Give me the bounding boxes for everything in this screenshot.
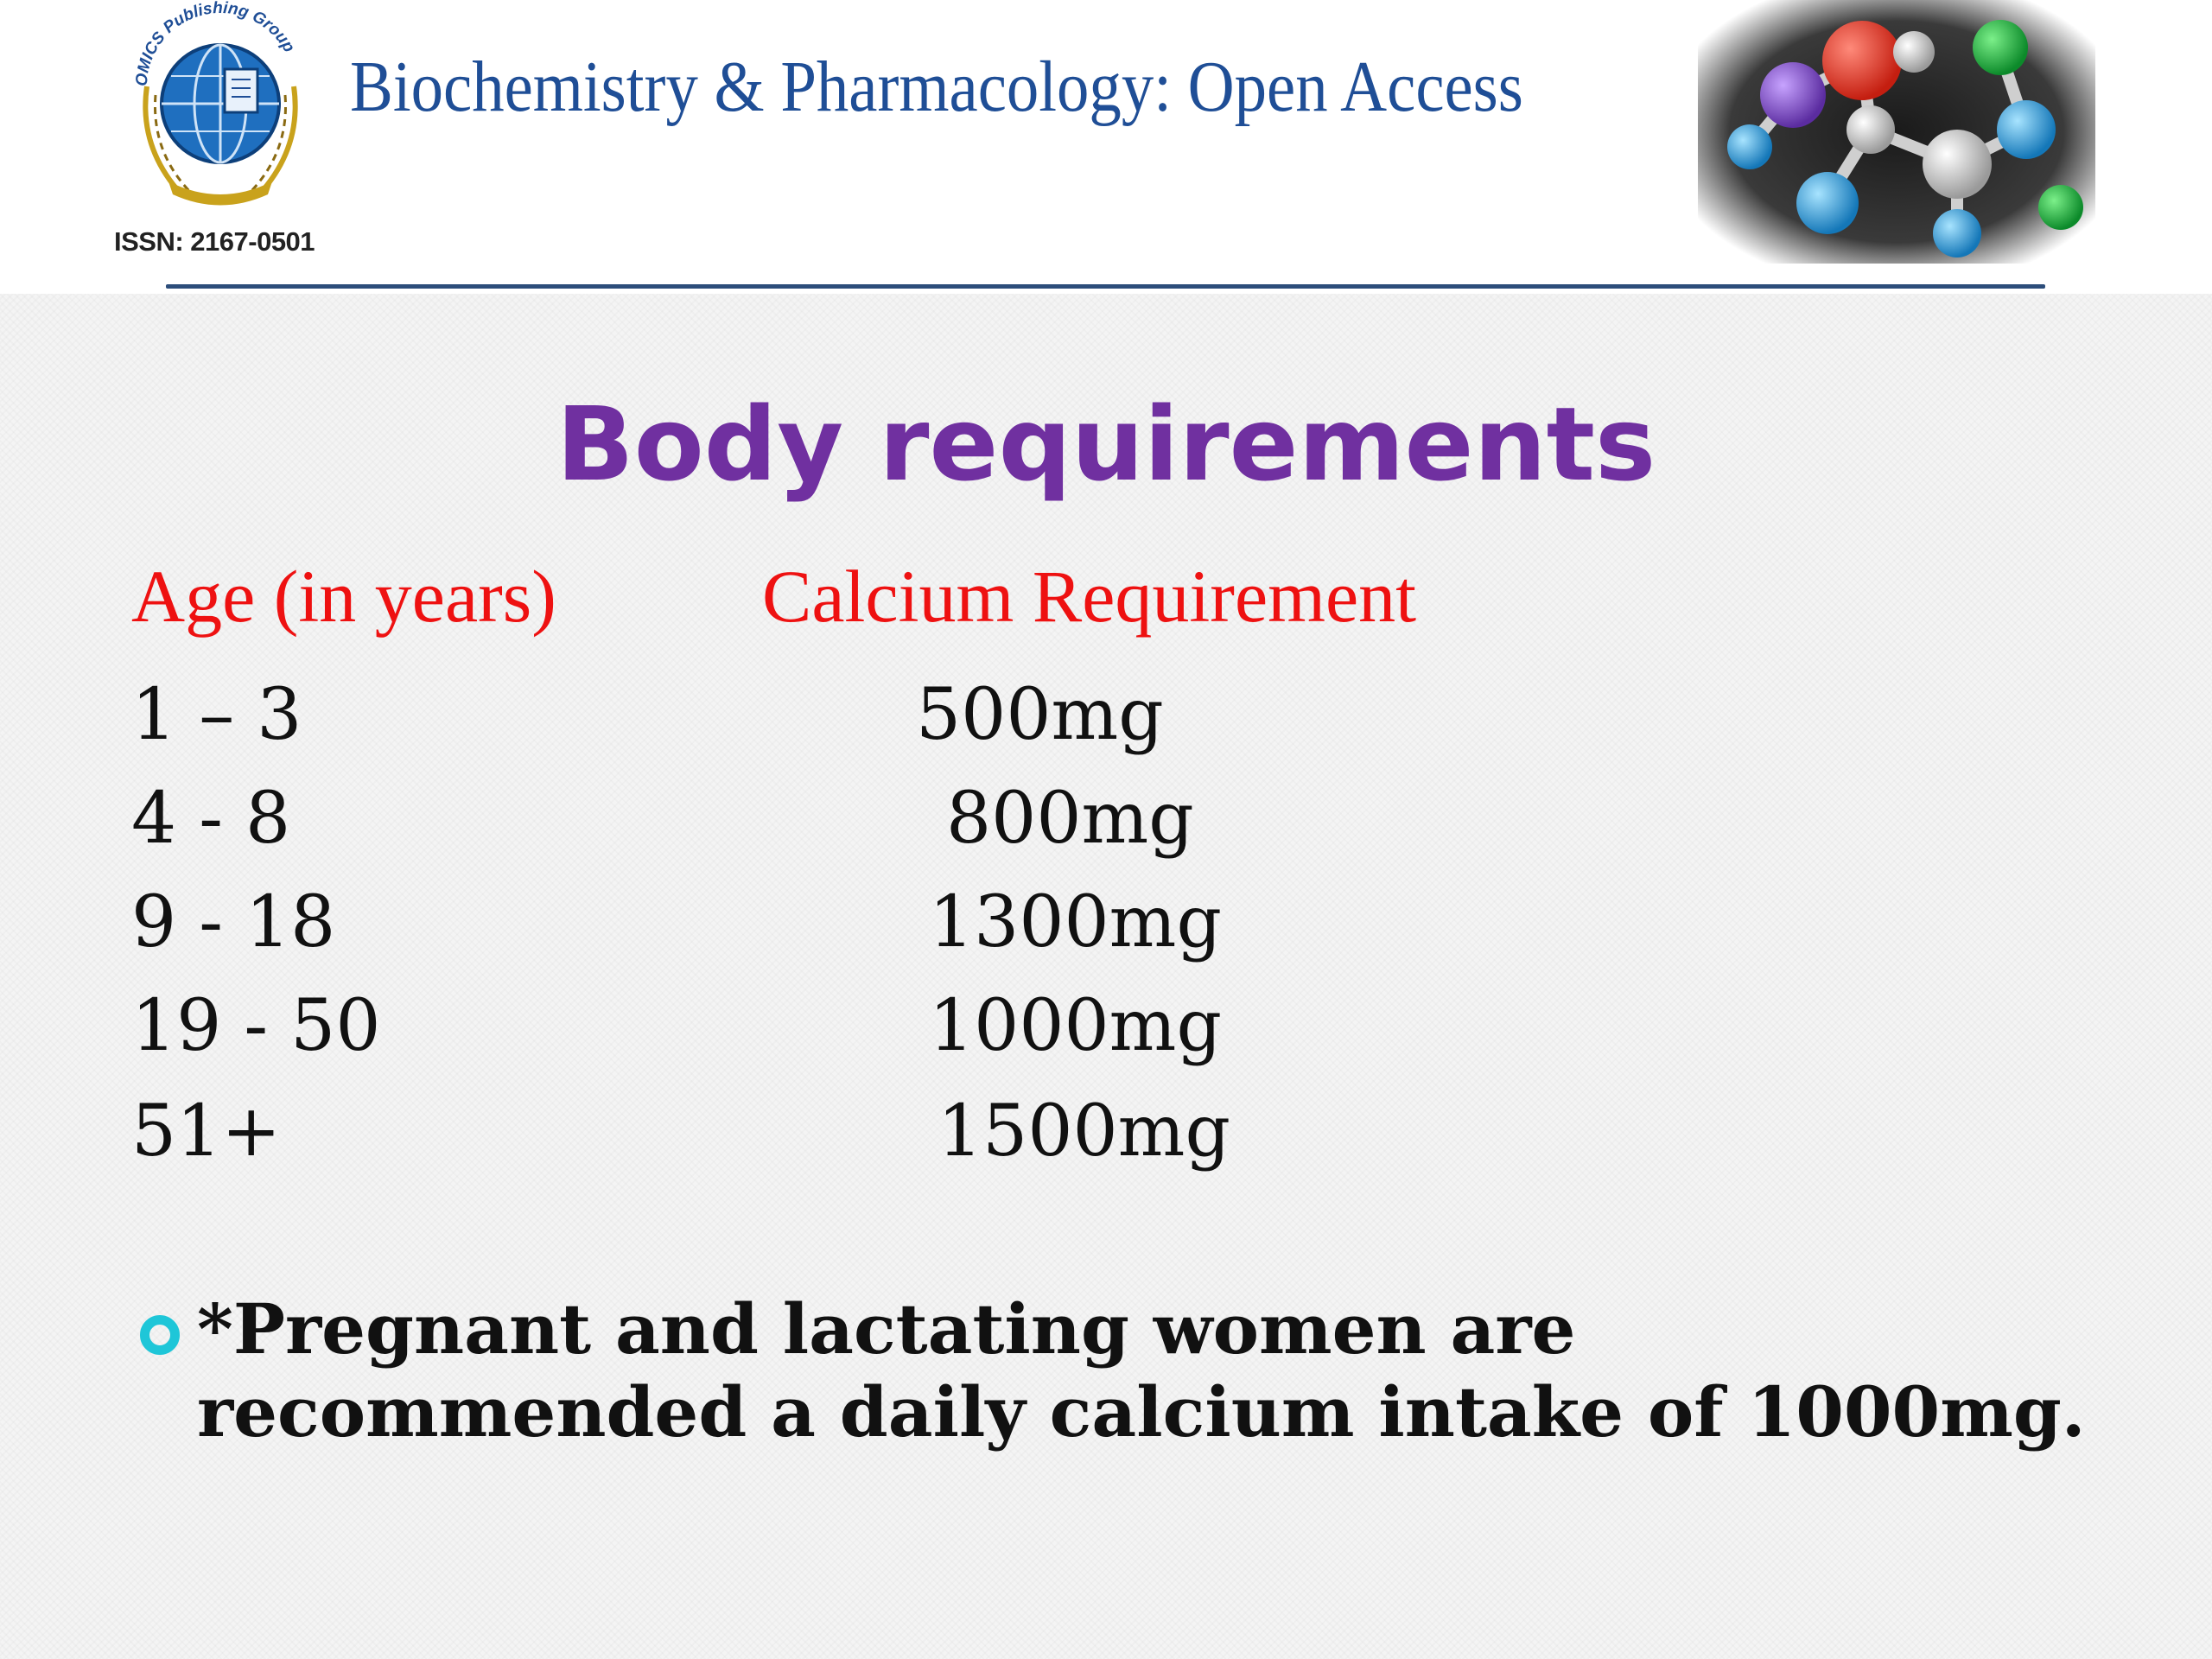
age-column-header: Age (in years) (131, 555, 556, 638)
age-cell: 19 - 50 (131, 985, 381, 1067)
age-cell: 51+ (131, 1090, 282, 1173)
table-row (0, 985, 2212, 1089)
pregnancy-note: *Pregnant and lactating women are recommended a daily calcium intake of 1000mg. (197, 1288, 2086, 1452)
table-row (0, 778, 2212, 881)
table-row (0, 881, 2212, 985)
journal-header (0, 0, 2212, 294)
svg-text:OMICS Publishing Group: OMICS Publishing Group (132, 0, 298, 87)
calcium-cell: 800mg (946, 778, 1194, 860)
molecule-model-icon (1698, 0, 2095, 264)
journal-title: Biochemistry & Pharmacology: Open Access (350, 47, 1523, 127)
header-divider (166, 284, 2045, 289)
calcium-column-header: Calcium Requirement (762, 555, 1417, 638)
slide-title: Body requirements (556, 385, 1656, 504)
calcium-cell: 500mg (916, 674, 1164, 756)
ring-bullet-icon (140, 1315, 180, 1355)
table-row (0, 1090, 2212, 1194)
table-row (0, 674, 2212, 778)
calcium-cell: 1500mg (938, 1090, 1230, 1173)
age-cell: 1 – 3 (131, 674, 302, 756)
age-cell: 9 - 18 (131, 881, 336, 963)
calcium-cell: 1300mg (929, 881, 1222, 963)
issn-label: ISSN: 2167-0501 (114, 226, 315, 257)
calcium-cell: 1000mg (929, 985, 1222, 1067)
age-cell: 4 - 8 (131, 778, 291, 860)
globe-logo-icon (121, 0, 320, 216)
